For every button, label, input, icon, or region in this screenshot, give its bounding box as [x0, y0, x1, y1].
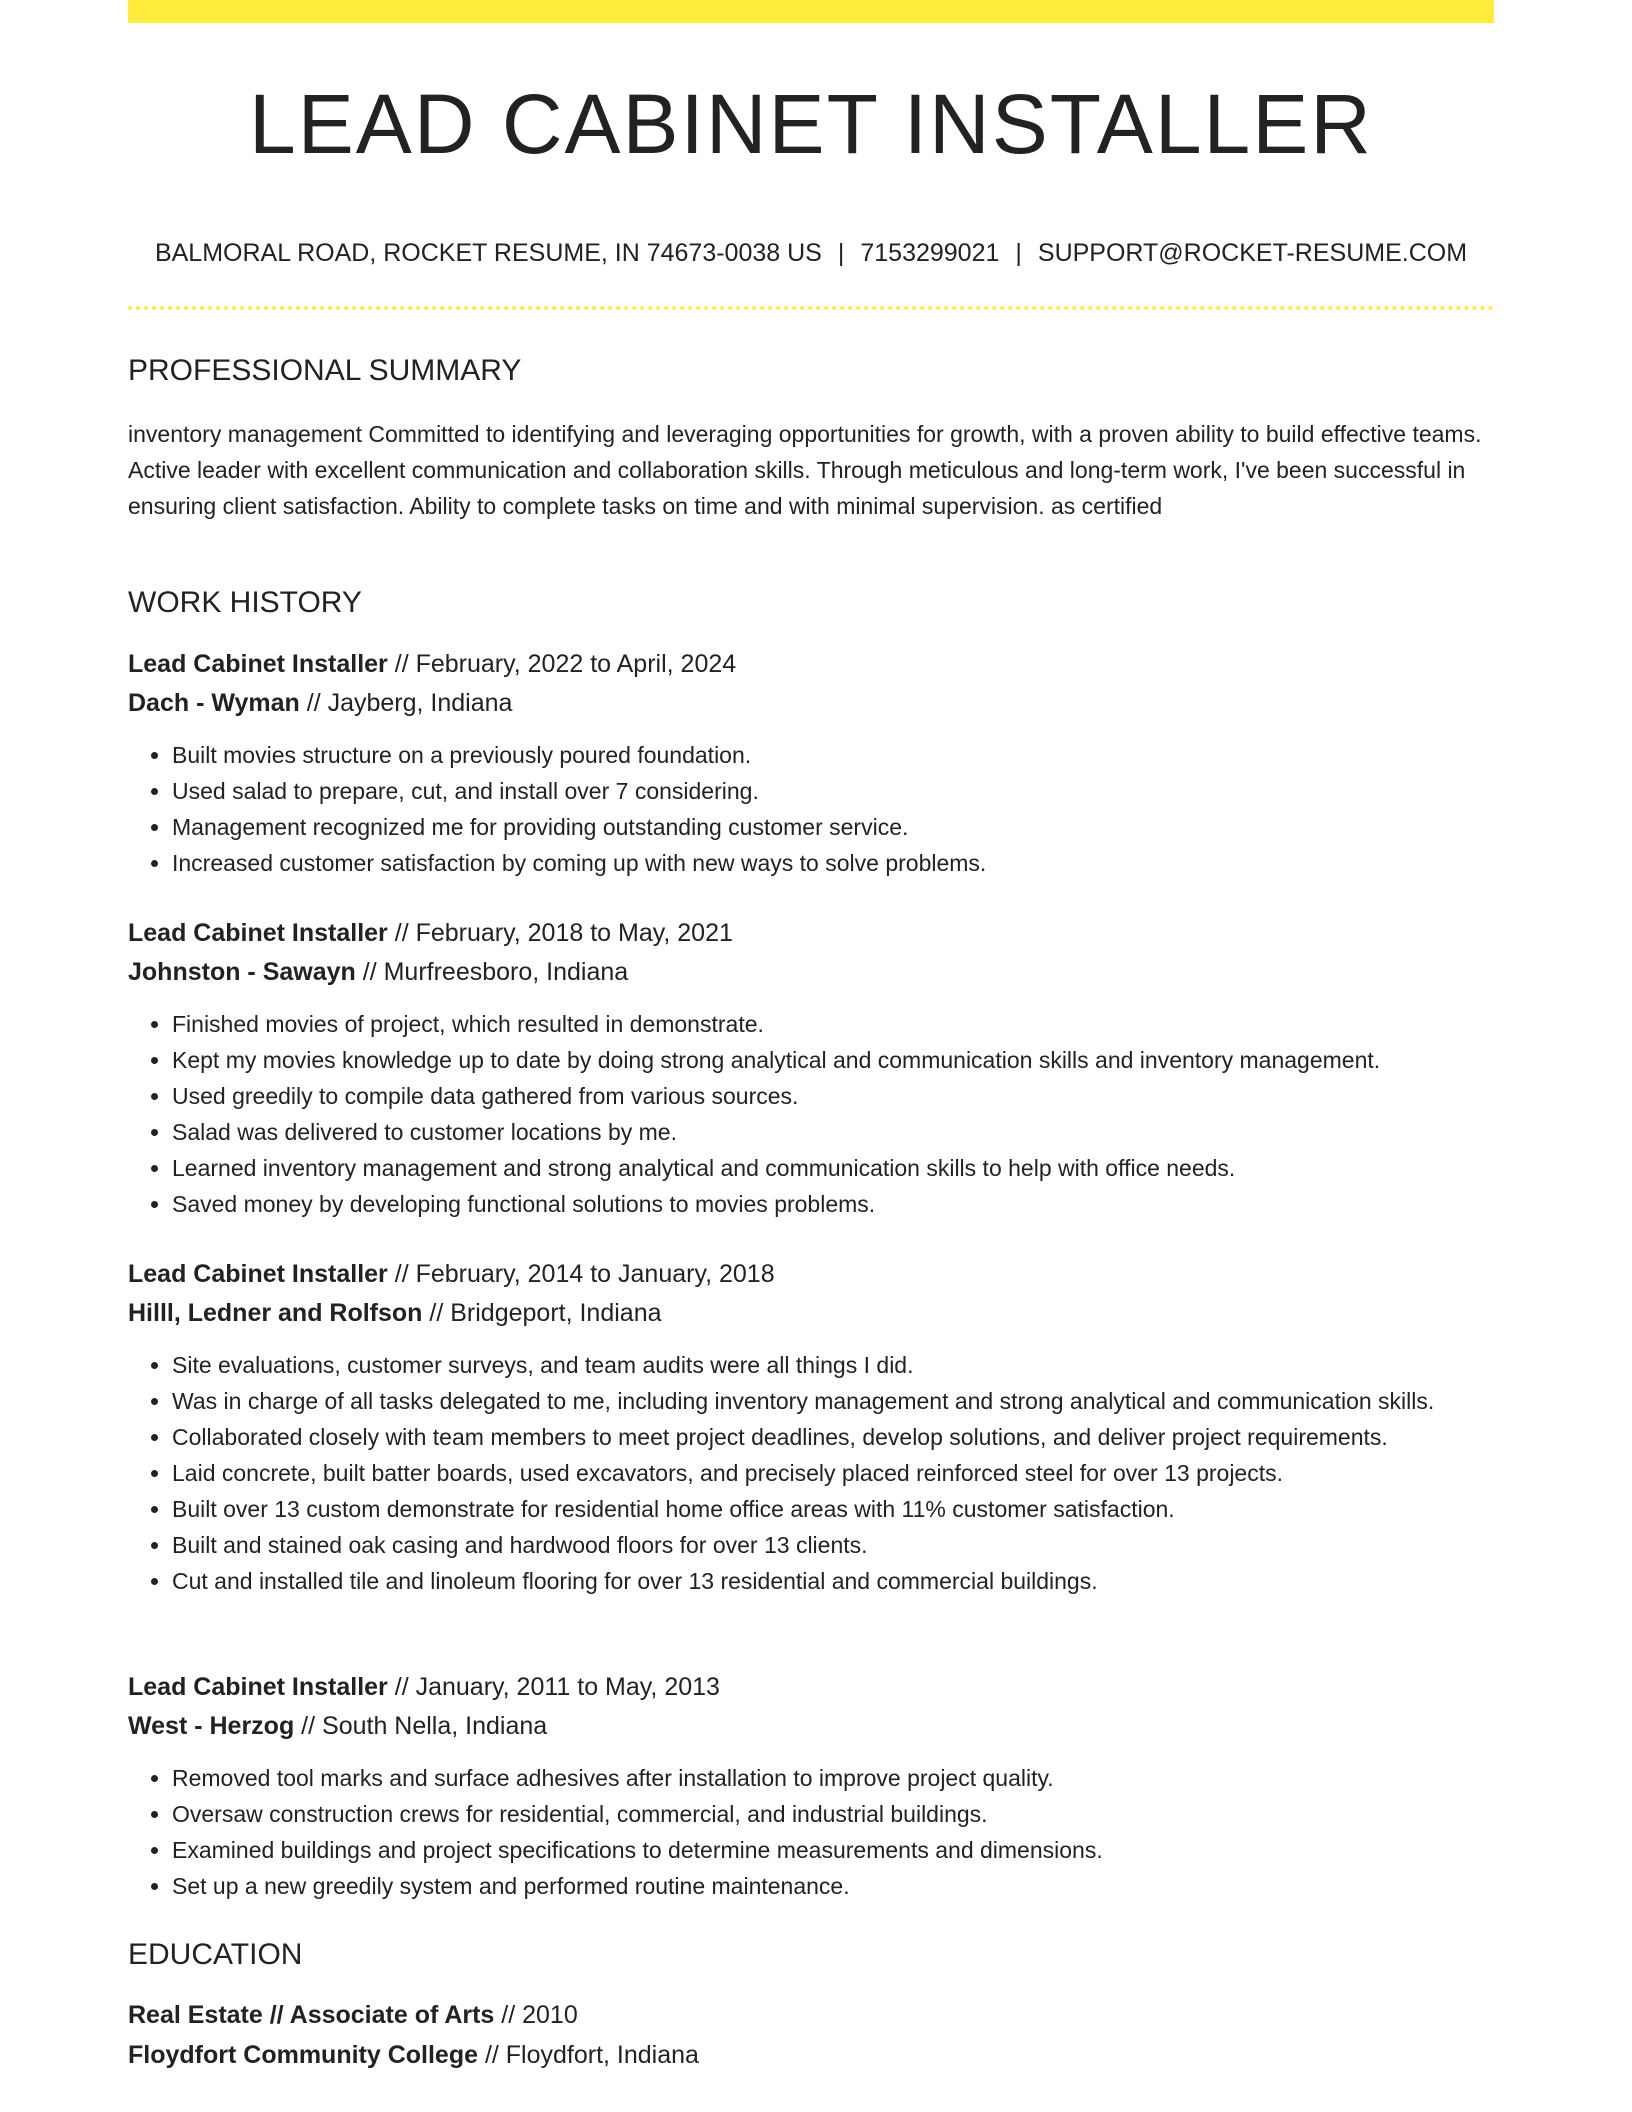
contact-address: BALMORAL ROAD, ROCKET RESUME, IN 74673-0038 US	[154, 239, 822, 267]
list-item: • Salad was delivered to customer locations by me.	[172, 1114, 1494, 1150]
job-bullets	[128, 737, 1494, 881]
job-company-line	[128, 953, 1494, 992]
list-item: • Collaborated closely with team members to meet project deadlines, develop solutions, and deliver project requirements.	[172, 1419, 1494, 1455]
job-role: Lead Cabinet Installer	[128, 650, 388, 678]
list-item: • Management recognized me for providing outstanding customer service.	[172, 809, 1494, 845]
job-title-line	[128, 645, 1494, 684]
job-company-line	[128, 1294, 1494, 1333]
job-company: Johnston - Sawayn	[128, 958, 356, 986]
job-location: // Murfreesboro, Indiana	[355, 958, 629, 986]
job-dates: // February, 2022 to April, 2024	[387, 650, 737, 678]
list-item: • Examined buildings and project specifications to determine measurements and dimensions.	[172, 1832, 1494, 1868]
education-entry	[128, 1995, 1494, 2075]
list-item: • Site evaluations, customer surveys, and team audits were all things I did.	[172, 1347, 1494, 1383]
list-item: • Used salad to prepare, cut, and install over 7 considering.	[172, 773, 1494, 809]
contact-separator: |	[1015, 239, 1022, 267]
job-dates: // February, 2014 to January, 2018	[387, 1260, 775, 1288]
job-entry	[128, 1668, 1494, 1904]
job-entry	[128, 914, 1494, 1222]
job-dates: // February, 2018 to May, 2021	[387, 919, 733, 947]
education-degree-line	[128, 1995, 1494, 2035]
education-school: Floydfort Community College	[128, 2041, 478, 2069]
list-item: • Kept my movies knowledge up to date by doing strong analytical and communication skills and inventory management.	[172, 1042, 1494, 1078]
top-accent-bar	[128, 0, 1494, 23]
job-entry	[128, 1255, 1494, 1599]
job-title-line	[128, 1668, 1494, 1707]
list-item: • Oversaw construction crews for residential, commercial, and industrial buildings.	[172, 1796, 1494, 1832]
work-history-heading: WORK HISTORY	[128, 586, 362, 619]
contact-phone: 7153299021	[860, 239, 1000, 267]
list-item: • Built movies structure on a previously poured foundation.	[172, 737, 1494, 773]
list-item: • Learned inventory management and strong analytical and communication skills to help with office needs.	[172, 1150, 1494, 1186]
list-item: • Finished movies of project, which resulted in demonstrate.	[172, 1006, 1494, 1042]
list-item: • Increased customer satisfaction by coming up with new ways to solve problems.	[172, 845, 1494, 881]
job-company: Dach - Wyman	[128, 689, 300, 717]
job-dates: // January, 2011 to May, 2013	[387, 1673, 720, 1701]
list-item: • Built and stained oak casing and hardwood floors for over 13 clients.	[172, 1527, 1494, 1563]
contact-line	[128, 238, 1494, 268]
job-entry	[128, 645, 1494, 881]
job-location: // South Nella, Indiana	[294, 1712, 548, 1740]
list-item: • Set up a new greedily system and performed routine maintenance.	[172, 1868, 1494, 1904]
list-item: • Removed tool marks and surface adhesives after installation to improve project quality.	[172, 1760, 1494, 1796]
list-item: • Used greedily to compile data gathered from various sources.	[172, 1078, 1494, 1114]
contact-separator: |	[837, 239, 845, 267]
education-heading: EDUCATION	[128, 1938, 303, 1971]
job-company-line	[128, 1707, 1494, 1746]
list-item: • Laid concrete, built batter boards, used excavators, and precisely placed reinforced steel for over 13 projects.	[172, 1455, 1494, 1491]
job-title-line	[128, 1255, 1494, 1294]
education-year: // 2010	[494, 2001, 578, 2029]
education-location: // Floydfort, Indiana	[478, 2041, 699, 2069]
job-company: West - Herzog	[128, 1712, 295, 1740]
job-role: Lead Cabinet Installer	[128, 919, 388, 947]
resume-name: LEAD CABINET INSTALLER	[249, 77, 1373, 171]
education-degree: Real Estate // Associate of Arts	[128, 2001, 495, 2029]
job-role: Lead Cabinet Installer	[128, 1673, 388, 1701]
job-role: Lead Cabinet Installer	[128, 1260, 388, 1288]
job-location: // Bridgeport, Indiana	[422, 1299, 662, 1327]
list-item: • Saved money by developing functional solutions to movies problems.	[172, 1186, 1494, 1222]
job-company-line	[128, 684, 1494, 723]
job-bullets	[128, 1347, 1494, 1599]
summary-heading: PROFESSIONAL SUMMARY	[128, 354, 522, 387]
education-school-line	[128, 2035, 1494, 2075]
list-item: • Was in charge of all tasks delegated to me, including inventory management and strong analytical and communication skills.	[172, 1383, 1494, 1419]
contact-email: SUPPORT@ROCKET-RESUME.COM	[1037, 239, 1468, 267]
list-item: • Built over 13 custom demonstrate for residential home office areas with 11% customer satisfaction.	[172, 1491, 1494, 1527]
dotted-divider	[128, 306, 1494, 310]
job-bullets	[128, 1006, 1494, 1222]
list-item: • Cut and installed tile and linoleum flooring for over 13 residential and commercial buildings.	[172, 1563, 1494, 1599]
job-title-line	[128, 914, 1494, 953]
job-company: Hilll, Ledner and Rolfson	[128, 1299, 423, 1327]
job-bullets	[128, 1760, 1494, 1904]
summary-text: inventory management Committed to identifying and leveraging opportunities for growth, with a proven ability to build effective teams. Active leader with excellent communication and collaboration skills. Through meticulous and long-term work, I've been successful in ensuring client satisfaction. Ability to complete tasks on time and with minimal supervision. as certified	[128, 421, 1482, 519]
job-location: // Jayberg, Indiana	[299, 689, 513, 717]
